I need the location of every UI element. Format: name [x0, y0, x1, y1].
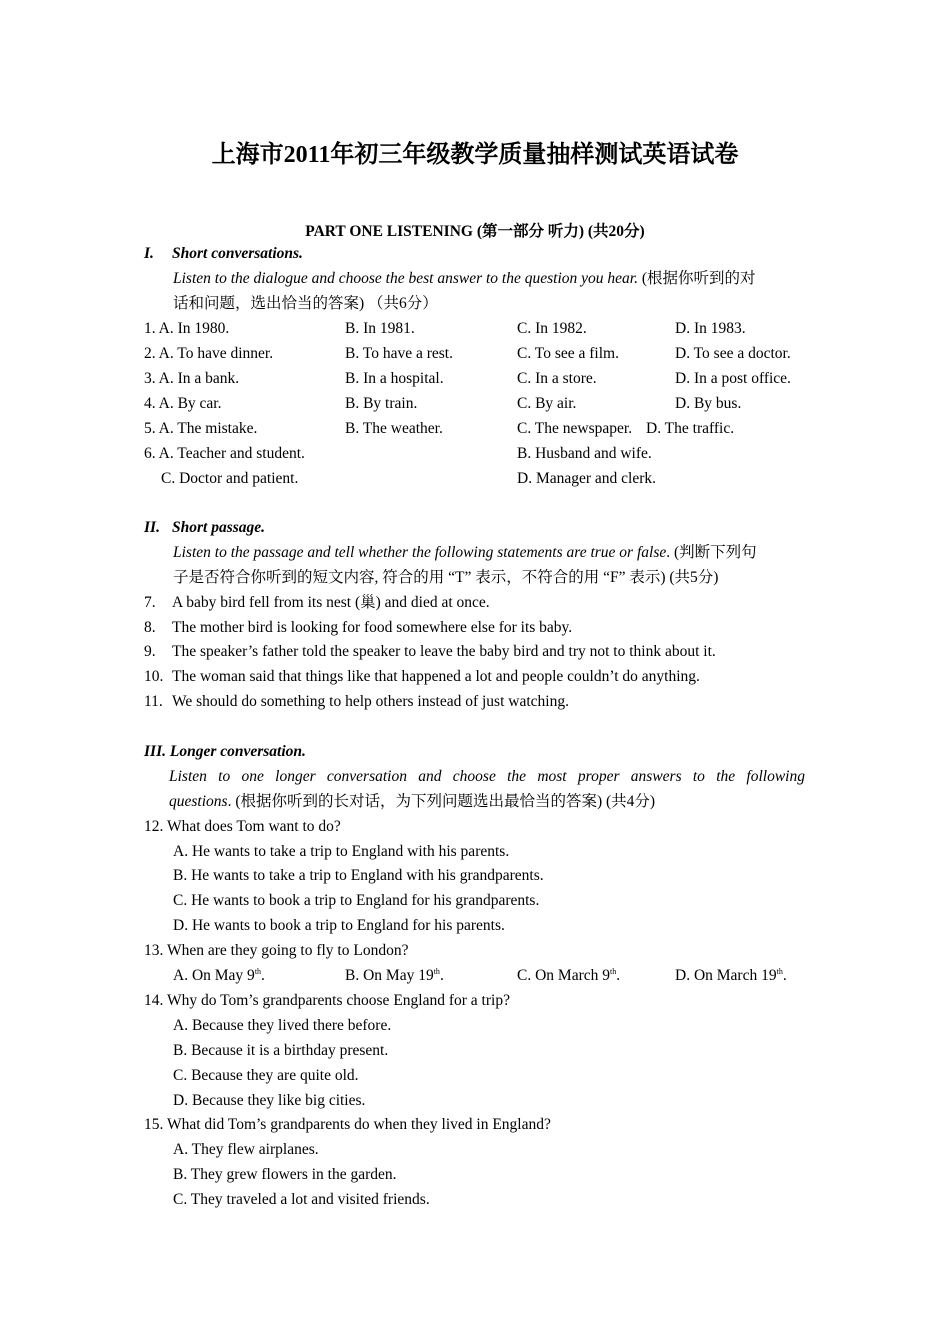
- q6-option-a: 6. A. Teacher and student.: [144, 445, 305, 462]
- section-1-instruction-line-1: [173, 269, 756, 289]
- statement-number: 9.: [144, 643, 156, 660]
- statement-text: We should do something to help others instead of just watching.: [172, 693, 569, 710]
- q15-option-c: C. They traveled a lot and visited friends.: [173, 1191, 430, 1208]
- q1-option-d: D. In 1983.: [675, 320, 746, 337]
- statement-8: [144, 618, 572, 638]
- q6-option-d: D. Manager and clerk.: [517, 470, 657, 487]
- q13-option-b-end: .: [439, 967, 444, 984]
- section-3-heading: [144, 742, 306, 762]
- part-one-heading: PART ONE LISTENING (第一部分 听力) (共20分): [305, 223, 645, 240]
- q13-option-a-text: A. On May 9: [173, 967, 255, 984]
- section-3-instruction-cn: . (根据你听到的长对话，为下列问题选出最恰当的答案) (共4分): [227, 793, 656, 810]
- q4-option-c: C. By air.: [517, 395, 577, 412]
- q12-option-c: C. He wants to book a trip to England for his grandparents.: [173, 892, 540, 909]
- section-3-instruction-en-2: questions: [169, 793, 228, 810]
- q13-option-c-sup: th: [610, 966, 617, 976]
- section-2-heading: [144, 518, 265, 538]
- q2-option-c: C. To see a film.: [517, 345, 619, 362]
- q4-option-d: D. By bus.: [675, 395, 742, 412]
- q13-option-b-text: B. On May 19: [345, 967, 434, 984]
- q6-option-c: C. Doctor and patient.: [161, 470, 299, 487]
- q15-stem: 15. What did Tom’s grandparents do when they lived in England?: [144, 1116, 551, 1133]
- q12-option-b: B. He wants to take a trip to England with his grandparents.: [173, 867, 544, 884]
- q13-option-c-text: C. On March 9: [517, 967, 610, 984]
- q13-option-a-end: .: [261, 967, 265, 984]
- section-1-instruction-cn-1: (根据你听到的对: [637, 270, 756, 287]
- section-2-instruction-en: Listen to the passage and tell whether the following statements are true or false: [173, 544, 667, 561]
- statement-text: A baby bird fell from its nest (巢) and died at once.: [172, 594, 490, 611]
- statement-9: [144, 642, 716, 662]
- section-2-title: Short passage.: [172, 519, 266, 536]
- exam-title: 上海市2011年初三年级教学质量抽样测试英语试卷: [211, 142, 739, 168]
- q12-option-d: D. He wants to book a trip to England for his parents.: [173, 917, 505, 934]
- section-2-instruction-cn-1: . (判断下列句: [666, 544, 757, 561]
- statement-text: The woman said that things like that happened a lot and people couldn’t do anything.: [172, 668, 700, 685]
- statement-11: [144, 692, 569, 712]
- q5-option-b: B. The weather.: [345, 420, 443, 437]
- section-2-numeral: II.: [144, 519, 160, 536]
- q13-option-a-sup: th: [254, 966, 262, 976]
- q4-option-a: 4. A. By car.: [144, 395, 222, 412]
- q2-option-a: 2. A. To have dinner.: [144, 345, 274, 362]
- q5-option-a: 5. A. The mistake.: [144, 420, 258, 437]
- statement-7: [144, 593, 490, 613]
- statement-number: 10.: [144, 668, 164, 685]
- section-2-instruction-line-1: [173, 543, 757, 563]
- q3-option-d: D. In a post office.: [675, 370, 791, 387]
- statement-text: The mother bird is looking for food somewhere else for its baby.: [172, 619, 573, 636]
- q1-option-a: 1. A. In 1980.: [144, 320, 230, 337]
- q3-option-b: B. In a hospital.: [345, 370, 444, 387]
- statement-text: The speaker’s father told the speaker to leave the baby bird and try not to think about it.: [172, 643, 716, 660]
- section-1-instruction-line-2: 话和问题，选出恰当的答案) （共6分）: [173, 295, 438, 312]
- q14-option-a: A. Because they lived there before.: [173, 1017, 392, 1034]
- q13-option-d-sup: th: [776, 966, 783, 976]
- q3-option-a: 3. A. In a bank.: [144, 370, 240, 387]
- q13-option-c-end: .: [616, 967, 621, 984]
- q13-stem: 13. When are they going to fly to London?: [144, 942, 409, 959]
- section-1-title: Short conversations.: [172, 245, 303, 262]
- q3-option-c: C. In a store.: [517, 370, 597, 387]
- q12-option-a: A. He wants to take a trip to England with his parents.: [173, 843, 510, 860]
- q4-option-b: B. By train.: [345, 395, 418, 412]
- q14-option-d: D. Because they like big cities.: [173, 1092, 366, 1109]
- q14-option-b: B. Because it is a birthday present.: [173, 1042, 389, 1059]
- statement-number: 8.: [144, 619, 156, 636]
- q1-option-c: C. In 1982.: [517, 320, 587, 337]
- q13-option-d-text: D. On March 19: [675, 967, 777, 984]
- section-3-instruction-line-1: Listen to one longer conversation and choose the most proper answers to the following: [169, 768, 805, 785]
- statement-10: [144, 667, 700, 687]
- q13-option-c: [517, 966, 620, 986]
- statement-number: 7.: [144, 594, 156, 611]
- q2-option-d: D. To see a doctor.: [675, 345, 791, 362]
- q14-stem: 14. Why do Tom’s grandparents choose England for a trip?: [144, 992, 510, 1009]
- q13-option-d-end: .: [782, 967, 787, 984]
- section-2-instruction-line-2: 子是否符合你听到的短文内容, 符合的用 “T” 表示，不符合的用 “F” 表示) (共5分): [173, 569, 719, 586]
- q2-option-b: B. To have a rest.: [345, 345, 453, 362]
- q1-option-b: B. In 1981.: [345, 320, 415, 337]
- q13-option-b: [345, 966, 444, 986]
- q5-option-d: D. The traffic.: [646, 420, 735, 437]
- section-1-heading: [144, 244, 303, 264]
- statement-number: 11.: [144, 693, 163, 710]
- q6-option-b: B. Husband and wife.: [517, 445, 652, 462]
- q13-option-b-sup: th: [433, 966, 440, 976]
- section-3-instruction-line-2: [169, 792, 655, 812]
- q13-option-a: [173, 966, 265, 986]
- section-3-numeral: III.: [144, 743, 166, 760]
- q13-option-d: [675, 966, 787, 986]
- q15-option-a: A. They flew airplanes.: [173, 1141, 319, 1158]
- section-3-title: Longer conversation.: [169, 743, 306, 760]
- q12-stem: 12. What does Tom want to do?: [144, 818, 341, 835]
- q15-option-b: B. They grew flowers in the garden.: [173, 1166, 397, 1183]
- section-1-numeral: I.: [144, 245, 154, 262]
- q14-option-c: C. Because they are quite old.: [173, 1067, 359, 1084]
- q5-option-c: C. The newspaper.: [517, 420, 633, 437]
- section-1-instruction-en: Listen to the dialogue and choose the best answer to the question you hear.: [173, 270, 638, 287]
